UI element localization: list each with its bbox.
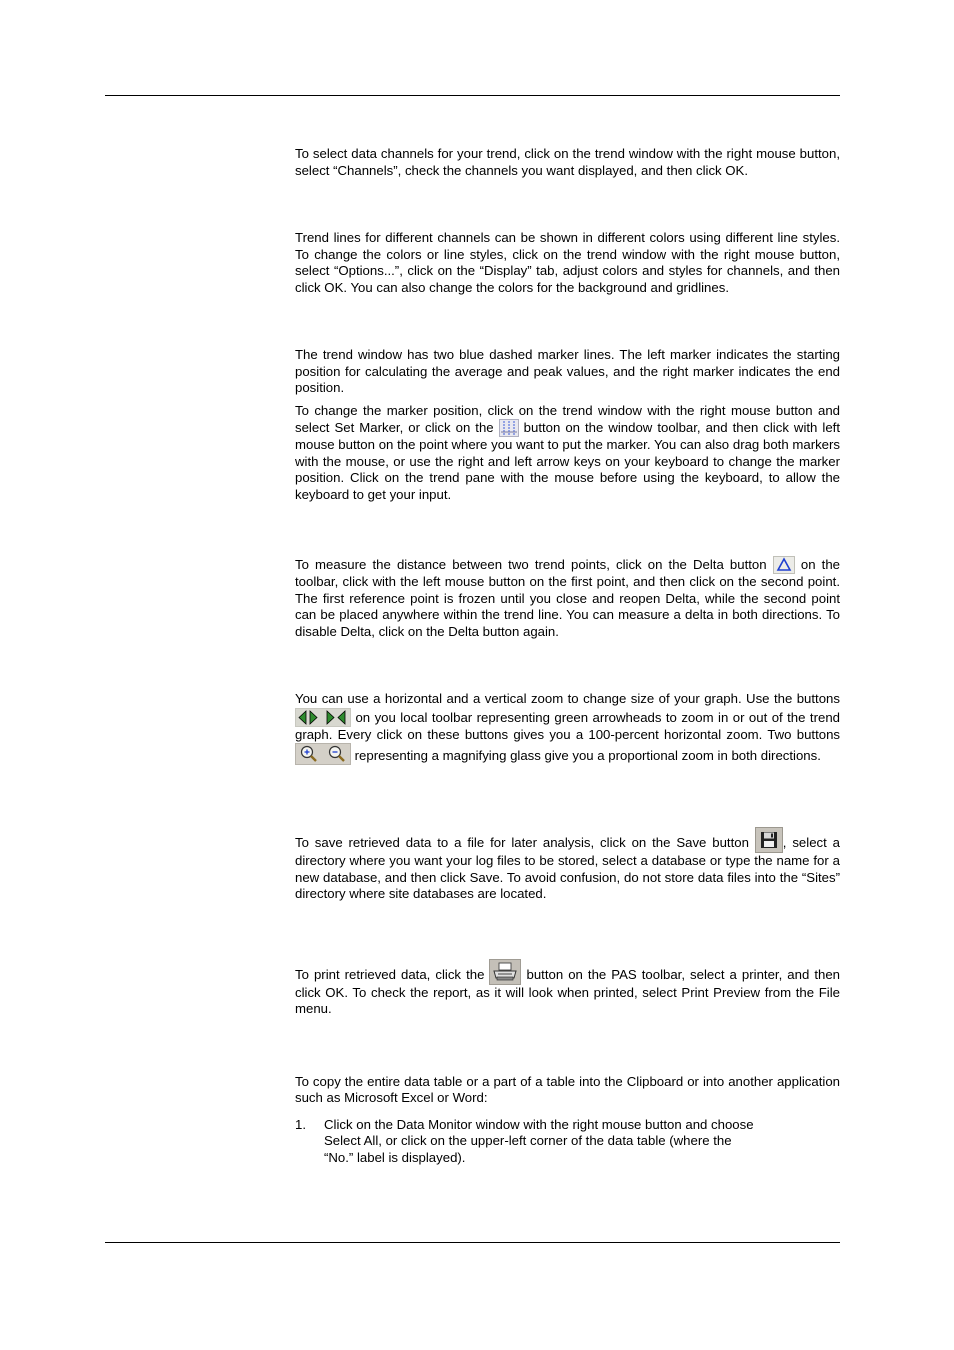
delta-icon (773, 556, 795, 574)
zoom-text-c: representing a magnifying glass give you a proportional zoom in both directions. (351, 748, 821, 763)
zoom-arrows-icon (295, 708, 351, 727)
print-paragraph (295, 959, 840, 1018)
save-paragraph (295, 827, 840, 903)
zoom-text-b: on you local toolbar representing green arrowheads to zoom in or out of the trend graph. Every click on these buttons gives you a 100-percent horizontal zoom. Two buttons (295, 709, 840, 742)
list-item-number: 1. (295, 1116, 306, 1132)
marker-text-before: To change the marker position, click on the trend window with the right mouse button and select Set Marker, or click on the (295, 402, 840, 435)
markers-paragraph: The trend window has two blue dashed marker lines. The left marker indicates the starting position for calculating the average and peak values, and the right marker indicates the end position. (295, 347, 840, 395)
save-text-after: , select a directory where you want your log files to be stored, select a database or type the name for a new database, and then click Save. To avoid confusion, do not store data files into the “Sites” directory where site databases are located. (295, 835, 840, 901)
list-item-text: Click on the Data Monitor window with the right mouse button and choose Select All, or click on the upper-left corner of the data table (where the “No.” label is displayed). (324, 1116, 754, 1165)
zoom-magnifier-icon (295, 743, 351, 765)
delta-text-after: on the toolbar, click with the left mouse button on the first point, and then click on the second point. The first reference point is frozen until you close and reopen Delta, while the second point can be placed anywhere within the trend line. You can measure a delta in both directions. To disable Delta, click on the Delta button again. (295, 557, 840, 639)
delta-text-before: To measure the distance between two trend points, click on the Delta button (295, 557, 773, 572)
delta-paragraph (295, 556, 840, 640)
channels-paragraph: To select data channels for your trend, click on the trend window with the right mouse button, select “Channels”, check the channels you want displayed, and then click OK. (295, 146, 840, 178)
zoom-text-a: You can use a horizontal and a vertical zoom to change size of your graph. Use the buttons (295, 691, 840, 706)
zoom-paragraph (295, 691, 840, 765)
list-item (295, 1117, 840, 1167)
document-body (295, 146, 840, 1166)
marker-position-paragraph (295, 403, 840, 504)
printer-icon (489, 959, 521, 985)
header-rule (105, 95, 840, 96)
set-marker-icon (499, 419, 519, 437)
print-text-before: To print retrieved data, click the (295, 966, 490, 982)
footer-rule (105, 1242, 840, 1243)
styles-paragraph: Trend lines for different channels can be shown in different colors using different line styles. To change the colors or line styles, click on the trend window with the right mouse button, select “Options...”, click on the “Display” tab, adjust colors and styles for channels, and then click OK. You can also change the colors for the background and gridlines. (295, 230, 840, 295)
save-text-before: To save retrieved data to a file for later analysis, click on the Save button (295, 835, 755, 850)
print-text-after: button on the PAS toolbar, select a printer, and then click OK. To check the report, as it will look when printed, select Print Preview from the File menu. (295, 966, 840, 1016)
marker-text-after: button on the window toolbar, and then click with left mouse button on the point where you want to put the marker. You can also drag both markers with the mouse, or use the right and left arrow keys on your keyboard to change the marker position. Click on the trend pane with the mouse before using the keyboard, to allow the keyboard to get your input. (295, 420, 840, 502)
floppy-disk-icon (755, 827, 783, 853)
copy-paragraph: To copy the entire data table or a part of a table into the Clipboard or into another application such as Microsoft Excel or Word: (295, 1073, 840, 1105)
